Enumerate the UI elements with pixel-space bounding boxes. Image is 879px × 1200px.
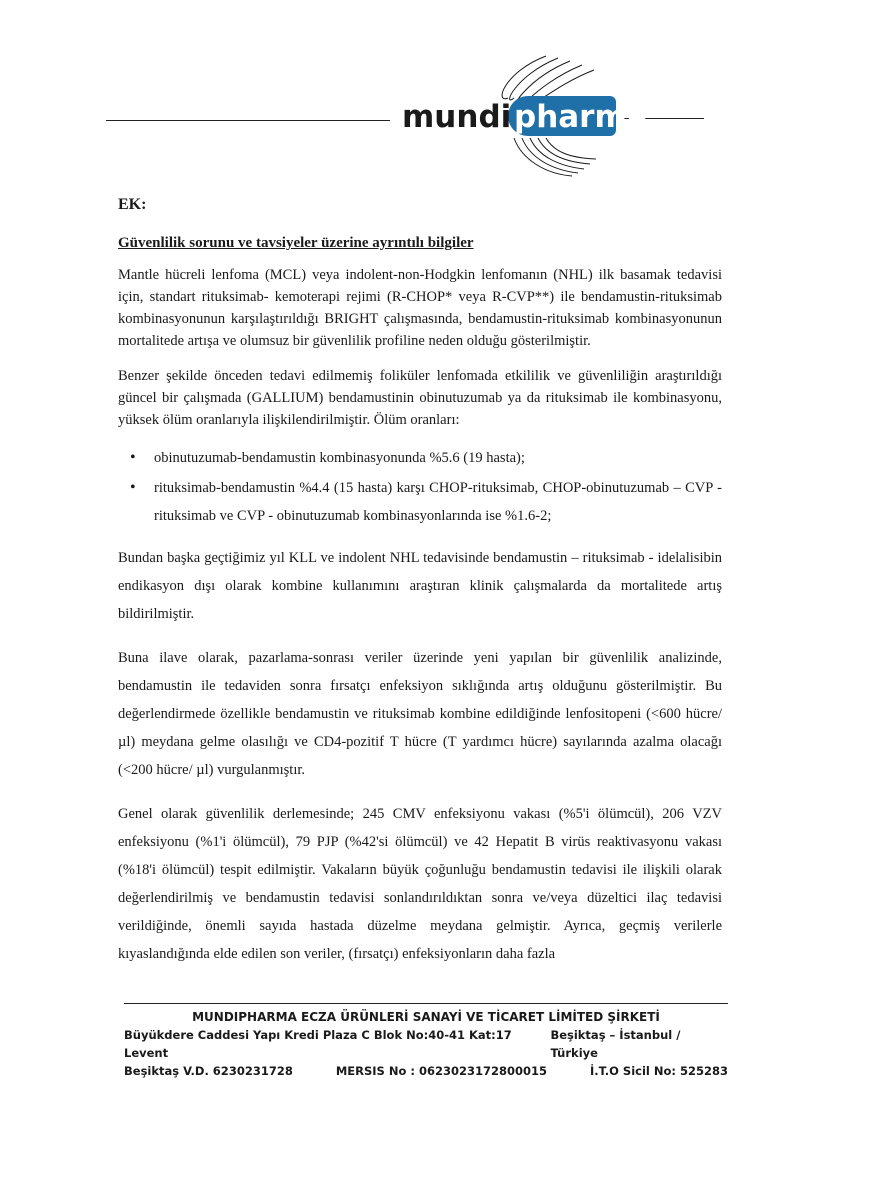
logo-text-pharma: pharma [514,99,648,135]
logo-text-mundi: mundi [402,99,512,135]
company-footer [124,1009,728,1080]
paragraph-post-marketing: Buna ilave olarak, pazarlama-sonrası veriler üzerinde yeni yapılan bir güvenlilik analizinde, bendamustin ile tedaviden sonra fırsatçı enfeksiyon sıklığında artış olduğunu gösterilmiştir. Bu değerlendirmede özellikle bendamustin ve rituksimab kombine edildiğinde lenfositopeni (<600 hücre/µl) meydana gelme olasılığı ve CD4-pozitif T hücre (T yardımcı hücre) sayılarında azalma olacağı (<200 hücre/ µl) vurgulanmıştır. [118,650,722,778]
section-title: Güvenlilik sorunu ve tavsiyeler üzerine ayrıntılı bilgiler [118,235,474,251]
paragraph-bright-study: Mantle hücreli lenfoma (MCL) veya indolent-non-Hodgkin lenfomanın (NHL) ilk basamak tedavisi için, standart rituksimab- kemoterapi rejimi (R-CHOP* veya R-CVP**) ile bendamustin-rituksimab kombinasyonunun karşılaştırıldığı BRIGHT çalışmasında, bendamustin-rituksimab kombinasyonunun mortalitede artışa ve olumsuz bir güvenlilik profiline neden olduğu gösterilmiştir. [118,267,722,349]
header-rule-left [106,120,390,121]
footer-registry-row [124,1062,728,1080]
paragraph-safety-review: Genel olarak güvenlilik derlemesinde; 245 CMV enfeksiyonu vakası (%5'i ölümcül), 206 VZV enfeksiyonu (%1'i ölümcül), 79 PJP (%42'si ölümcül) ve 42 Hepatit B virüs reaktivasyonu vakası (%18'i ölümcül) tespit edilmiştir. Vakaların büyük çoğunluğu bendamustin tedavisi ile ilişkili olarak değerlendirilmiş ve bendamustin tedavisi sonlandırıldıktan sonra ve/veya düzeltici ilaç tedavisi verildiğinde, önemli sayıda hastada düzelme meydana gelmiştir. Ayrıca, geçmiş verilerle kıyaslandığında elde edilen son veriler, (fırsatçı) enfeksiyonların daha fazla [118,806,722,962]
footer-tax-office: Beşiktaş V.D. 6230231728 [124,1064,293,1078]
footer-address: Büyükdere Caddesi Yapı Kredi Plaza C Blok No:40-41 Kat:17 Levent [124,1028,512,1060]
annex-label: EK: [118,196,147,213]
footer-city: Beşiktaş – İstanbul / Türkiye [550,1028,681,1060]
mortality-rate-list [118,444,722,530]
mundipharma-logo [396,52,648,180]
paragraph-idelalisib: Bundan başka geçtiğimiz yıl KLL ve indolent NHL tedavisinde bendamustin – rituksimab - idelalisibin endikasyon dışı olarak kombine kullanımını araştıran klinik çalışmalarda da mortalitede artış bildirilmiştir. [118,550,722,622]
paragraph-gallium-study: Benzer şekilde önceden tedavi edilmemiş foliküler lenfomada etkililik ve güvenliliğin araştırıldığı güncel bir çalışmada (GALLIUM) bendamustinin obinutuzumab ya da rituksimab ile kombinasyonu, yüksek ölüm oranlarıyla ilişkilendirilmiştir. Ölüm oranları: [118,368,722,428]
footer-rule [124,1003,728,1004]
list-item: • rituksimab-bendamustin %4.4 (15 hasta) karşı CHOP-rituksimab, CHOP-obinutuzumab – CVP - rituksimab ve CVP - obinutuzumab kombinasyonlarında ise %1.6-2; [154,474,722,530]
document-body [118,194,722,984]
footer-address-row [124,1026,728,1062]
footer-ito: İ.T.O Sicil No: 525283 [590,1064,728,1078]
footer-company-name: MUNDIPHARMA ECZA ÜRÜNLERİ SANAYİ VE TİCARET LİMİTED ŞİRKETİ [192,1010,660,1024]
footer-mersis: MERSIS No : 0623023172800015 [335,1064,548,1078]
list-item: • obinutuzumab-bendamustin kombinasyonunda %5.6 (19 hasta); [154,444,722,472]
